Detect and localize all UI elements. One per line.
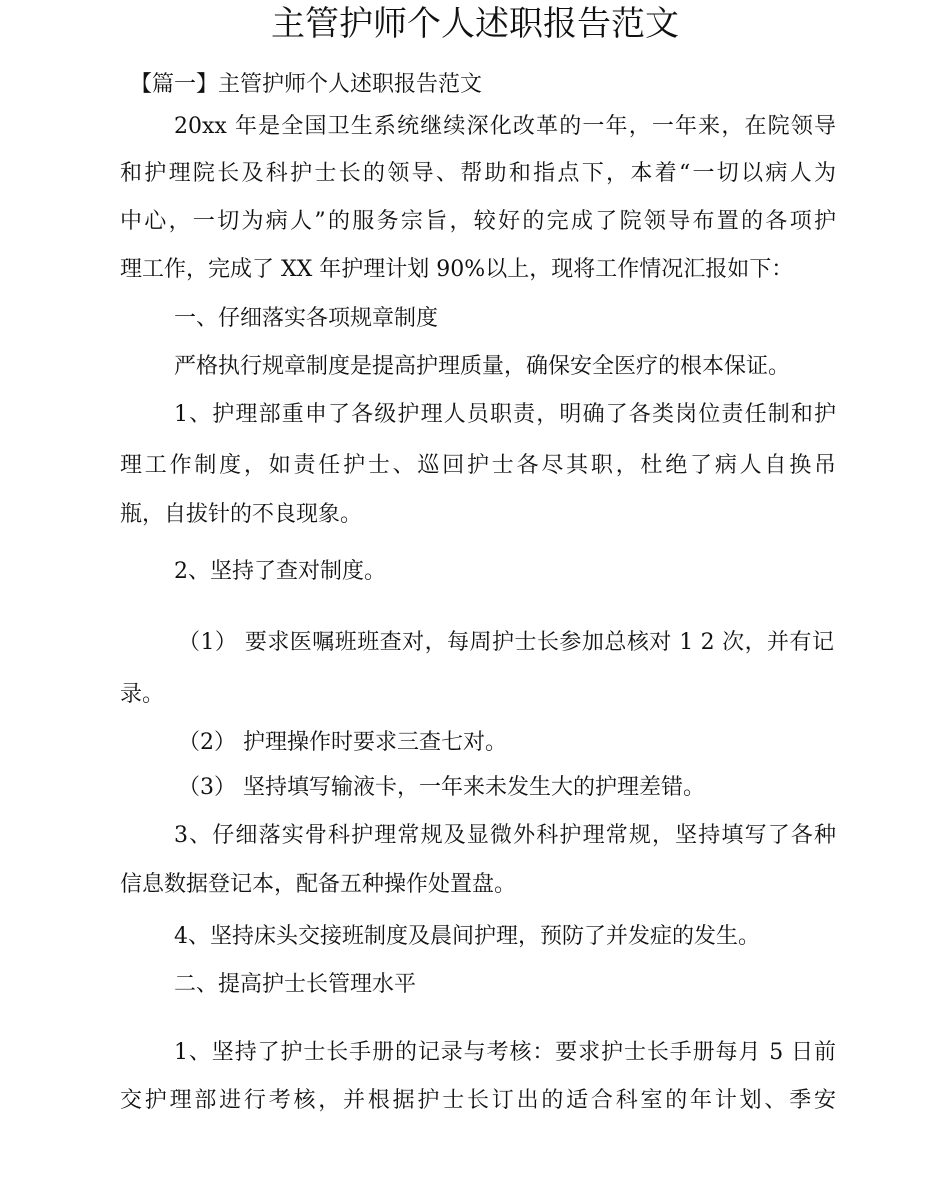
paragraph-line: 理工作，完成了 XX 年护理计划 90%以上，现将工作情况汇报如下： [120, 257, 794, 282]
section-heading: 【篇一】主管护师个人述职报告范文 [130, 72, 483, 97]
list-item-line: 1、护理部重申了各级护理人员职责，明确了各类岗位责任制和护 [174, 402, 836, 427]
paragraph-line: 20xx 年是全国卫生系统继续深化改革的一年，一年来，在院领导 [174, 114, 836, 139]
section-subheading: 二、提高护士长管理水平 [174, 972, 417, 997]
list-item-line: 信息数据登记本，配备五种操作处置盘。 [120, 872, 517, 897]
list-item-line: 2、坚持了查对制度。 [174, 559, 386, 584]
list-item-line: 1、坚持了护士长手册的记录与考核：要求护士长手册每月 5 日前 [174, 1040, 836, 1065]
section-subheading: 一、仔细落实各项规章制度 [174, 306, 439, 331]
document-title: 主管护师个人述职报告范文 [271, 4, 679, 44]
list-item-line: 3、仔细落实骨科护理常规及显微外科护理常规，坚持填写了各种 [174, 823, 836, 848]
paragraph-line: 严格执行规章制度是提高护理质量，确保安全医疗的根本保证。 [174, 354, 791, 379]
list-item-line: 交护理部进行考核，并根据护士长订出的适合科室的年计划、季安 [120, 1088, 836, 1113]
list-item-line: 4、坚持床头交接班制度及晨间护理，预防了并发症的发生。 [174, 924, 760, 949]
list-item-line: 理工作制度，如责任护士、巡回护士各尽其职，杜绝了病人自换吊 [120, 453, 836, 478]
paragraph-line: 和护理院长及科护士长的领导、帮助和指点下，本着“一切以病人为 [120, 161, 836, 186]
sub-item-line: （1） 要求医嘱班班查对，每周护士长参加总核对 1 2 次，并有记 [178, 630, 834, 655]
sub-item-line: （3） 坚持填写输液卡，一年来未发生大的护理差错。 [178, 775, 705, 800]
list-item-line: 瓶，自拔针的不良现象。 [120, 502, 363, 527]
paragraph-line: 中心，一切为病人”的服务宗旨，较好的完成了院领导布置的各项护 [120, 209, 836, 234]
sub-item-line: （2） 护理操作时要求三查七对。 [178, 730, 507, 755]
sub-item-line: 录。 [120, 682, 165, 707]
